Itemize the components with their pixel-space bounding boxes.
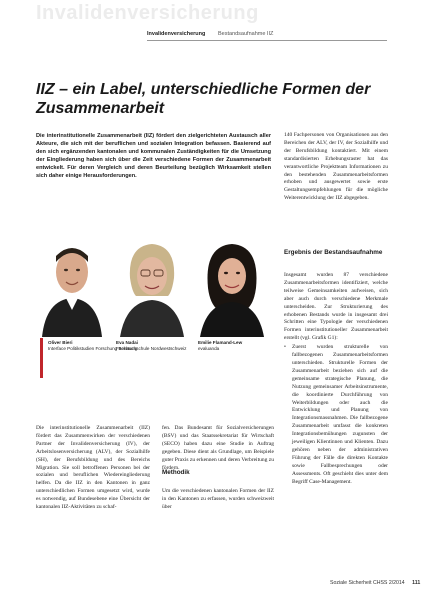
page-number: 111: [412, 580, 421, 586]
list-item-text: Zuerst wurden strukturelle von fallbezogenen Zusammenarbeitsformen unterschieden. Strukturelle Formen der Zusammenarbeit beziehen sich auf die gemeinsame strategische Planung, die Nutzung gemeinsamer Arbeitsinstrumente, die koordinierte Durchführung von Weiterbildungen oder auch die Entwicklung und Planung von Integrationsmassnahmen. Die fallbezogene Zusammenarbeit umfasst die konkreten Integrationsbemühungen zugunsten der jeweiligen Klientinnen und Klienten. Dazu gehören neben der administrativen Führung der Fälle die direkten Kontakte sowie Fallbesprechungen oder Assessments. Oft geschieht dies unter dem Begriff Case-Management.: [292, 344, 388, 485]
author-affiliation: Fachhochschule Nordwestschweiz: [116, 346, 187, 351]
author-caption-3: [198, 340, 242, 352]
method-heading: Methodik: [162, 469, 190, 476]
author-caption-2: [116, 340, 186, 352]
author-name: Eva Nadai: [116, 340, 138, 345]
journal-name: Soziale Sicherheit CHSS 2/2014: [330, 580, 405, 586]
body-column-left: Die interinstitutionelle Zusammenarbeit (IIZ) fördert das Zusammenwirken der verschiedenen Partner der Invalidenversicherung (IV), der Arbeitslosenversicherung (ALV), der Sozialhilfe (SH), der Berufsbildung und des Bereichs Migration. Sie soll betroffenen Personen bei der sozialen und beruflichen Wiedereingliederung helfen. Da die IIZ in den Kantonen in ganz unterschiedlichen Formen umgesetzt wird, wurde es notwendig, auf Bundesebene eine Übersicht der kantonalen IIZ-Aktivitäten zu schaf-: [36, 425, 150, 511]
caption-accent-bar: [40, 338, 43, 378]
author-photo-bieri: [36, 232, 108, 337]
results-heading: Ergebnis der Bestandsaufnahme: [284, 249, 383, 256]
article-title: IIZ – ein Label, unterschiedliche Formen der Zusammenarbeit: [36, 81, 371, 117]
body-column-middle-method: Um die verschiedenen kantonalen Formen der IIZ in den Kantonen zu erfassen, wurden schweizweit über: [162, 488, 274, 510]
author-name: Oliver Bieri: [48, 340, 73, 345]
body-column-right-top: 140 Fachpersonen von Organisationen aus den Bereichen der ALV, der IV, der Sozialhilfe und der Berufsbildung kontaktiert. Mit einem standardisierten Erhebungsraster hat das verantwortliche Projektteam Informationen zu den bestehenden Zusammenarbeitsformen erhoben und ausgewertet sowie erste Gestaltungsempfehlungen für die mögliche Weiterentwicklung der IIZ abgegeben.: [284, 132, 388, 202]
header-band: [0, 0, 424, 24]
body-column-right-results: [284, 272, 388, 486]
bullet-icon: •: [284, 344, 286, 351]
author-photo-flamand: [196, 232, 268, 337]
header-divider: [147, 40, 387, 41]
page-footer: [330, 580, 420, 586]
author-name: Emilie Flamand-Lew: [198, 340, 243, 345]
author-photo-nadai: [116, 232, 188, 337]
author-affiliation: evaluanda: [198, 346, 220, 351]
article-lead: Die interinstitutionelle Zusammenarbeit (IIZ) fördert den zielgerichteten Austausch aller Akteure, die sich mit der beruflichen und sozialen Integration befassen. Basierend auf den sich ergänzenden kantonalen und kommunalen Zuständigkeiten für die Umsetzung der Eingliederung haben sich über die Zeit verschiedene Formen der Zusammenarbeit entwickelt. Für deren Vergleich und deren Beurteilung bezüglich Wirksamkeit stellen sich daher einige Herausforderungen.: [36, 133, 271, 180]
author-affiliation: Interface Politikstudien Forschung Beratung: [48, 346, 138, 351]
results-paragraph: Insgesamt wurden 87 verschiedene Zusammenarbeitsformen identifiziert, welche teilweise Gemeinsamkeiten aufweisen, sich aber auch durch verschiedene Merkmale unterscheiden. Zur Strukturierung des erhobenen Bestands wurde in insgesamt drei Schritten eine Typologie der verschiedenen Formen interinstitutioneller Zusammenarbeit erstellt (vgl. Grafik G1):: [284, 272, 388, 342]
subsection-label: Bestandsaufnahme IIZ: [218, 31, 274, 37]
body-column-middle: fen. Das Bundesamt für Sozialversicherungen (BSV) und das Staatssekretariat für Wirtschaft (SECO) haben dazu eine Studie in Auftrag gegeben. Diese dient als Grundlage, um Beispiele guter Praxis zu erkennen und deren Verbreitung zu fördern.: [162, 425, 274, 471]
header-watermark: Invalidenversicherung: [36, 2, 259, 24]
section-label: Invalidenversicherung: [147, 31, 206, 37]
author-photos: [36, 232, 268, 337]
list-item: [284, 344, 388, 486]
